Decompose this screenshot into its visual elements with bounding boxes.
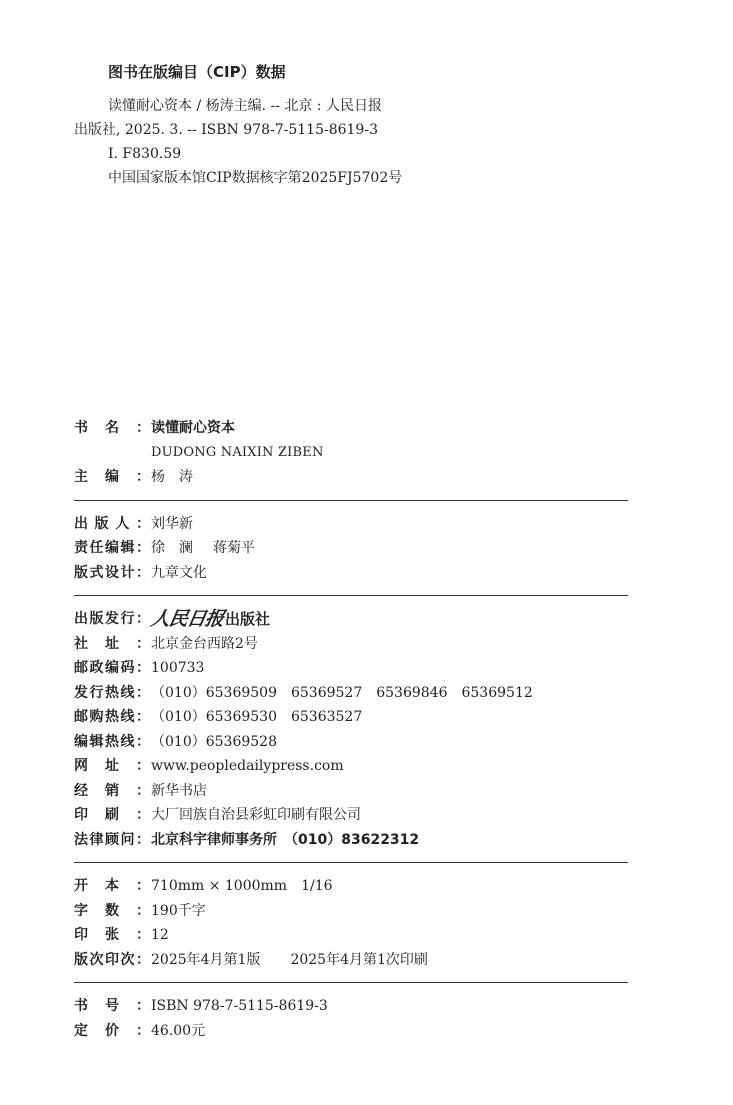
design-name: 九章文化 bbox=[151, 564, 207, 581]
press-group bbox=[74, 607, 628, 852]
row-words bbox=[74, 899, 628, 924]
label-address: 社 址 ： bbox=[74, 635, 150, 652]
row-postcode bbox=[74, 656, 628, 681]
row-format bbox=[74, 874, 628, 899]
label-edit-hotline: 编 辑 热 线 ： bbox=[74, 733, 150, 750]
sales-hotline: （010）65369509 65369527 65369846 65369512 bbox=[151, 684, 533, 701]
isbn: ISBN 978-7-5115-8619-3 bbox=[151, 998, 328, 1014]
book-group bbox=[74, 416, 628, 490]
printing: 2025年4月第1次印刷 bbox=[290, 951, 428, 968]
divider bbox=[74, 982, 628, 983]
label-resp-editor: 责 任 编 辑 ： bbox=[74, 540, 150, 556]
book-title-pinyin: DUDONG NAIXIN ZIBEN bbox=[151, 444, 324, 460]
cip-line-4: 中国国家版本馆CIP数据核字第2025FJ5702号 bbox=[108, 170, 403, 186]
row-resp-editor bbox=[74, 536, 628, 561]
people-group bbox=[74, 512, 628, 586]
row-design bbox=[74, 561, 628, 586]
row-printer bbox=[74, 803, 628, 828]
label-printer: 印 刷 ： bbox=[74, 807, 150, 823]
row-editor bbox=[74, 465, 628, 490]
sheets: 12 bbox=[151, 927, 169, 943]
label-mail: 邮 购 热 线 ： bbox=[74, 709, 150, 725]
label-legal: 法 律 顾 问 ： bbox=[74, 831, 150, 848]
cip-line-3: Ⅰ. F830.59 bbox=[108, 146, 182, 162]
edition-info bbox=[151, 948, 428, 972]
divider bbox=[74, 595, 628, 596]
label-publisher: 出 版 人 ： bbox=[74, 515, 150, 532]
price: 46.00元 bbox=[151, 1022, 206, 1039]
cip-title: 图书在版编目（CIP）数据 bbox=[108, 63, 286, 81]
people-daily-logo-mark: 人民日报 bbox=[149, 608, 225, 630]
isbn-group bbox=[74, 994, 628, 1043]
edition: 2025年4月第1版 bbox=[151, 951, 261, 968]
row-sales bbox=[74, 681, 628, 706]
label-sheets: 印 张 ： bbox=[74, 927, 150, 943]
copyright-info bbox=[74, 416, 628, 1043]
specs-group bbox=[74, 874, 628, 972]
row-legal bbox=[74, 828, 628, 853]
label-distributor: 出 版 发 行 ： bbox=[74, 611, 150, 627]
row-sheets bbox=[74, 923, 628, 948]
editor-name: 杨 涛 bbox=[151, 469, 193, 485]
cip-line-2: 出版社, 2025. 3. -- ISBN 978-7-5115-8619-3 bbox=[74, 122, 378, 138]
legal-advisor: 北京科宇律师事务所 （010）83622312 bbox=[151, 831, 420, 848]
book-title: 读懂耐心资本 bbox=[151, 420, 235, 436]
label-format: 开 本 ： bbox=[74, 878, 150, 894]
row-mail bbox=[74, 705, 628, 730]
label-words: 字 数 ： bbox=[74, 902, 150, 919]
row-address bbox=[74, 632, 628, 657]
label-design: 版 式 设 计 ： bbox=[74, 564, 150, 581]
cip-line-1: 读懂耐心资本 / 杨涛主编. -- 北京 : 人民日报 bbox=[108, 98, 383, 114]
resp-editor-b: 蒋菊平 bbox=[213, 540, 255, 556]
label-edition: 版 次 印 次 ： bbox=[74, 951, 150, 968]
postcode: 100733 bbox=[151, 660, 205, 676]
row-dealer bbox=[74, 779, 628, 804]
row-isbn bbox=[74, 994, 628, 1019]
cip-block bbox=[74, 62, 668, 190]
divider bbox=[74, 500, 628, 501]
label-web: 网 址 ： bbox=[74, 758, 150, 774]
resp-editor-a: 徐 澜 bbox=[151, 540, 193, 556]
press-logo-suffix: 出版社 bbox=[225, 610, 271, 628]
resp-editor-names bbox=[151, 536, 255, 560]
row-title bbox=[74, 416, 628, 441]
mail-hotline: （010）65369530 65363527 bbox=[151, 709, 363, 725]
divider bbox=[74, 862, 628, 863]
website-link[interactable]: www.peopledailypress.com bbox=[151, 758, 344, 774]
row-distributor bbox=[74, 607, 628, 632]
address: 北京金台西路2号 bbox=[151, 635, 258, 652]
row-edition bbox=[74, 948, 628, 973]
label-postcode: 邮 政 编 码 ： bbox=[74, 660, 150, 676]
label-sales: 发 行 热 线 ： bbox=[74, 684, 150, 701]
word-count: 190千字 bbox=[151, 902, 206, 919]
printer: 大厂回族自治县彩虹印刷有限公司 bbox=[151, 807, 361, 823]
publisher-name: 刘华新 bbox=[151, 515, 193, 532]
edit-hotline: （010）65369528 bbox=[151, 733, 277, 750]
press-logo bbox=[151, 607, 270, 631]
label-dealer: 经 销 ： bbox=[74, 782, 150, 799]
format: 710mm × 1000mm 1/16 bbox=[151, 878, 333, 894]
row-web bbox=[74, 754, 628, 779]
row-pinyin bbox=[74, 441, 628, 466]
row-price bbox=[74, 1019, 628, 1044]
row-publisher bbox=[74, 512, 628, 537]
dealer: 新华书店 bbox=[151, 782, 207, 799]
label-title: 书 名 ： bbox=[74, 420, 150, 436]
label-editor: 主 编 ： bbox=[74, 469, 150, 485]
row-edit-hotline bbox=[74, 730, 628, 755]
label-isbn: 书 号 ： bbox=[74, 998, 150, 1014]
label-price: 定 价 ： bbox=[74, 1022, 150, 1039]
